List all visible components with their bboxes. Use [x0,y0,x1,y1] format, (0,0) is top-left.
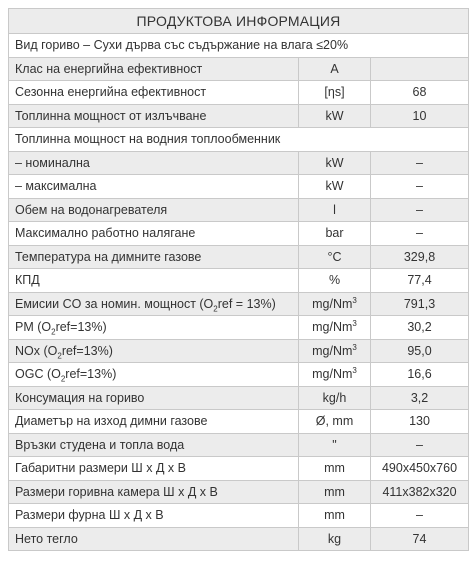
row-value: – [371,433,469,457]
row-label: Сезонна енергийна ефективност [9,81,299,105]
row-value: – [371,175,469,199]
row-unit: mm [299,457,371,481]
row-value [371,57,469,81]
row-unit: " [299,433,371,457]
row-label: Клас на енергийна ефективност [9,57,299,81]
row-unit: % [299,269,371,293]
row-value: 74 [371,527,469,551]
row-label: PM $(O_2ref=13\%)$ [9,316,299,340]
row-value: – [371,504,469,528]
row-value: 30,2 [371,316,469,340]
table-row [9,480,469,504]
row-unit: kW [299,151,371,175]
row-value: 77,4 [371,269,469,293]
table-row [9,363,469,387]
row-label: Размери фурна Ш х Д х В [9,504,299,528]
table-row [9,457,469,481]
row-label: Топлинна мощност на водния топлообменник [9,128,469,152]
table-row [9,222,469,246]
row-unit: [ηs] [299,81,371,105]
row-label: Консумация на гориво [9,386,299,410]
row-value: 329,8 [371,245,469,269]
product-info-panel [8,8,468,551]
row-label: Нето тегло [9,527,299,551]
row-label: Обем на водонагревателя [9,198,299,222]
row-label: OGC $(O_2ref=13\%)$ [9,363,299,387]
row-unit: bar [299,222,371,246]
table-row [9,198,469,222]
table-row [9,128,469,152]
row-unit: kW [299,175,371,199]
row-unit: mm [299,504,371,528]
row-unit: mg/Nm$^3$ [299,363,371,387]
row-value: 10 [371,104,469,128]
row-value: 411x382x320 [371,480,469,504]
table-row [9,151,469,175]
row-label: – номинална [9,151,299,175]
row-label: Габаритни размери Ш х Д х В [9,457,299,481]
row-value: – [371,151,469,175]
table-row [9,57,469,81]
row-value: 16,6 [371,363,469,387]
table-row [9,410,469,434]
table-row [9,527,469,551]
table-row [9,104,469,128]
table-row [9,269,469,293]
table-row [9,316,469,340]
row-label: Диаметър на изход димни газове [9,410,299,434]
row-value: 490x450x760 [371,457,469,481]
table-row [9,34,469,58]
table-row [9,339,469,363]
row-label: Връзки студена и топла вода [9,433,299,457]
row-label: Максимално работно налягане [9,222,299,246]
row-unit: kW [299,104,371,128]
product-info-table [8,8,469,551]
row-value: 3,2 [371,386,469,410]
row-unit: mg/Nm$^3$ [299,339,371,363]
table-row [9,504,469,528]
table-row [9,175,469,199]
row-value: – [371,198,469,222]
row-value: – [371,222,469,246]
row-label: – максимална [9,175,299,199]
table-row [9,433,469,457]
row-label: Размери горивна камера Ш х Д х В [9,480,299,504]
table-row [9,245,469,269]
row-label: Топлинна мощност от излъчване [9,104,299,128]
table-row [9,386,469,410]
table-title: ПРОДУКТОВА ИНФОРМАЦИЯ [9,9,469,34]
row-unit: l [299,198,371,222]
table-body [9,34,469,551]
row-label: Вид гориво – Сухи дърва със съдържание на влага ≤20% [9,34,469,58]
row-label: Температура на димните газове [9,245,299,269]
row-label: КПД [9,269,299,293]
row-value: 68 [371,81,469,105]
row-value: 791,3 [371,292,469,316]
row-unit: A [299,57,371,81]
table-row [9,292,469,316]
row-value: 95,0 [371,339,469,363]
row-unit: kg/h [299,386,371,410]
row-unit: mg/Nm$^3$ [299,292,371,316]
row-unit: mm [299,480,371,504]
row-unit: mg/Nm$^3$ [299,316,371,340]
row-label: NOx $(O_2ref=13\%)$ [9,339,299,363]
row-value: 130 [371,410,469,434]
row-unit: °C [299,245,371,269]
table-row [9,81,469,105]
row-unit: Ø, mm [299,410,371,434]
row-unit: kg [299,527,371,551]
row-label: Емисии CO за номин. мощност $(O_2ref = 13\%)$ [9,292,299,316]
